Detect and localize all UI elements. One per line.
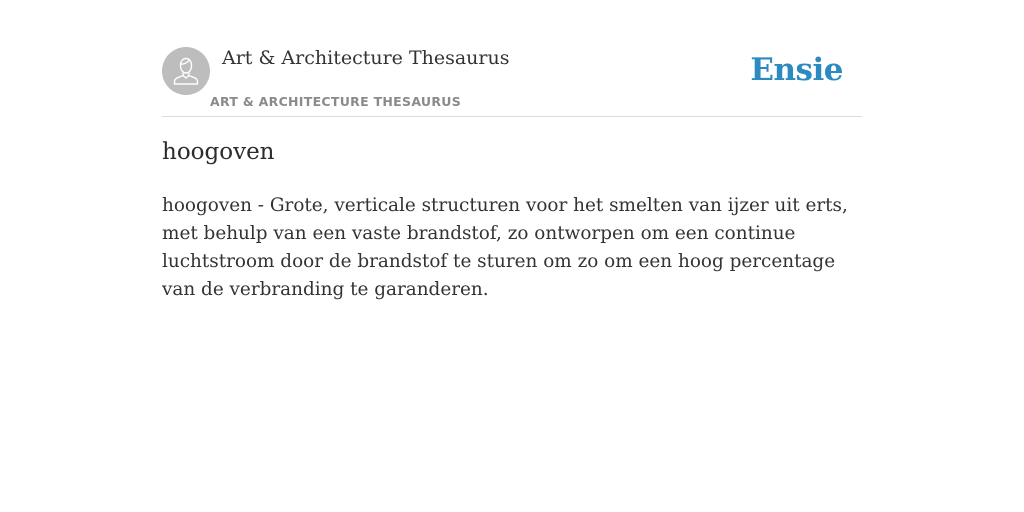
source-label[interactable]: ART & ARCHITECTURE THESAURUS: [210, 94, 462, 109]
entry-header: [162, 44, 862, 117]
entry-title: hoogoven: [162, 139, 275, 165]
entry-definition: hoogoven - Grote, verticale structuren voor het smelten van ijzer uit erts, met behulp van een vaste brandstof, zo ontworpen om een continue luchtstroom door de brandstof te sturen om zo om een hoog percentage van de verbranding te garanderen.: [162, 195, 848, 300]
author-avatar[interactable]: [162, 47, 210, 95]
author-name[interactable]: Art & Architecture Thesaurus: [222, 47, 510, 69]
user-silhouette-icon: [172, 56, 200, 86]
ensie-logo[interactable]: Ensie: [750, 52, 843, 88]
